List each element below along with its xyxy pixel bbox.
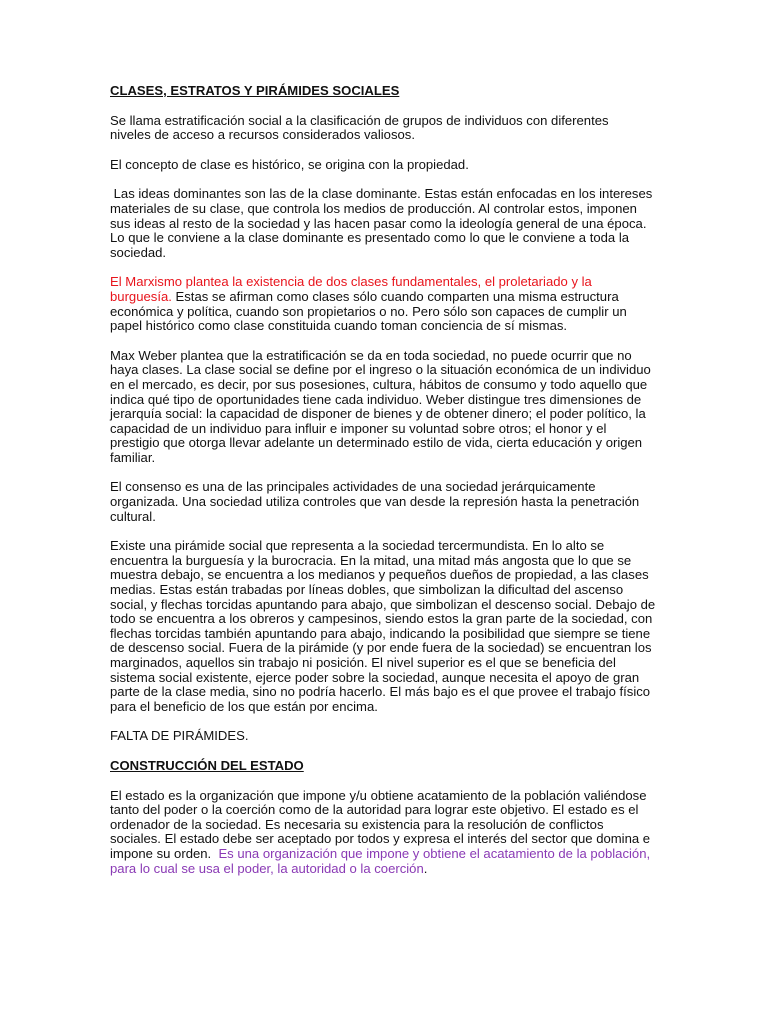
highlighted-text-estado: Es una organización que impone y obtiene el acatamiento de la población, para lo cual se usa el poder, la autoridad o la coerción: [110, 845, 654, 876]
paragraph-piramide-social: Existe una pirámide social que representa a la sociedad tercermundista. En lo alto se encuentra la burguesía y la burocracia. En la mitad, una mitad más angosta que lo que se muestra debajo, se encuentra a los medianos y pequeños dueños de propiedad, a las clases medias. Estas están trabadas por líneas dobles, que simbolizan la dificultad del ascenso social, y flechas torcidas apuntando para abajo, que simbolizan el descenso social. Debajo de todo se encuentra a los obreros y campesinos, siendo estos la gran parte de la sociedad, con flechas torcidas también apuntando para abajo, indicando la posibilidad que siempre se tiene de descenso social. Fuera de la pirámide (y por ende fuera de la sociedad) se encuentran los marginados, aquellos sin trabajo ni posición. El nivel superior es el que se beneficia del sistema social existente, ejerce poder sobre la sociedad, aunque necesita el apoyo de gran parte de la clase media, sino no podría hacerlo. El más bajo es el que provee el trabajo físico para el beneficio de los que están por encima.: [110, 538, 656, 714]
paragraph-estado: [110, 789, 656, 877]
document-page: [110, 84, 656, 876]
paragraph-estado-text: El estado es la organización que impone y/u obtiene acatamiento de la población valiéndose tanto del poder o la coerción como de la autoridad para lograr este objetivo. El estado es el ordenador de la sociedad. Es necesaria su existencia para la resolución de conflictos sociales. El estado debe ser aceptado por todos y expresa el interés del sector que domina e impone su orden.: [110, 787, 654, 861]
paragraph-estado-period: .: [423, 860, 428, 876]
paragraph-marxismo: [110, 275, 656, 333]
paragraph-ideas-dominantes: Las ideas dominantes son las de la clase dominante. Estas están enfocadas en los intereses materiales de su clase, que controla los medios de producción. Al controlar estos, imponen sus ideas al resto de la sociedad y las hacen pasar como la ideología general de una época. Lo que le conviene a la clase dominante es presentado como lo que le conviene a toda la sociedad.: [110, 186, 656, 260]
section-heading-estado: CONSTRUCCIÓN DEL ESTADO: [110, 757, 304, 773]
paragraph-concepto-clase: El concepto de clase es histórico, se origina con la propiedad.: [110, 156, 469, 172]
paragraph-max-weber: Max Weber plantea que la estratificación se da en toda sociedad, no puede ocurrir que no haya clases. La clase social se define por el ingreso o la situación económica de un individuo en el mercado, es decir, por sus posesiones, cultura, hábitos de consumo y todo aquello que indica qué tipo de oportunidades tiene cada individuo. Weber distingue tres dimensiones de jerarquía social: la capacidad de disponer de bienes y de obtener dinero; el poder político, la capacidad de un individuo para influir e imponer su voluntad sobre otros; el honor y el prestigio que otorga llevar adelante un determinado estilo de vida, cierta educación y origen familiar.: [110, 347, 651, 465]
paragraph-estratificacion: Se llama estratificación social a la clasificación de grupos de individuos con diferentes niveles de acceso a recursos considerados valiosos.: [110, 112, 609, 143]
paragraph-marxismo-rest: Estas se afirman como clases sólo cuando comparten una misma estructura económica y política, cuando son propietarios o no. Pero sólo son capaces de cumplir un papel histórico como clase constituida cuando toman conciencia de sí mismas.: [110, 288, 627, 334]
section-heading-clases: CLASES, ESTRATOS Y PIRÁMIDES SOCIALES: [110, 83, 400, 98]
paragraph-falta-piramides: FALTA DE PIRÁMIDES.: [110, 728, 249, 744]
highlighted-text-marxismo: El Marxismo plantea la existencia de dos clases fundamentales, el proletariado y la burguesía.: [110, 274, 592, 304]
paragraph-consenso: El consenso es una de las principales actividades de una sociedad jerárquicamente organizada. Una sociedad utiliza controles que van desde la represión hasta la penetración cultural.: [110, 479, 640, 524]
